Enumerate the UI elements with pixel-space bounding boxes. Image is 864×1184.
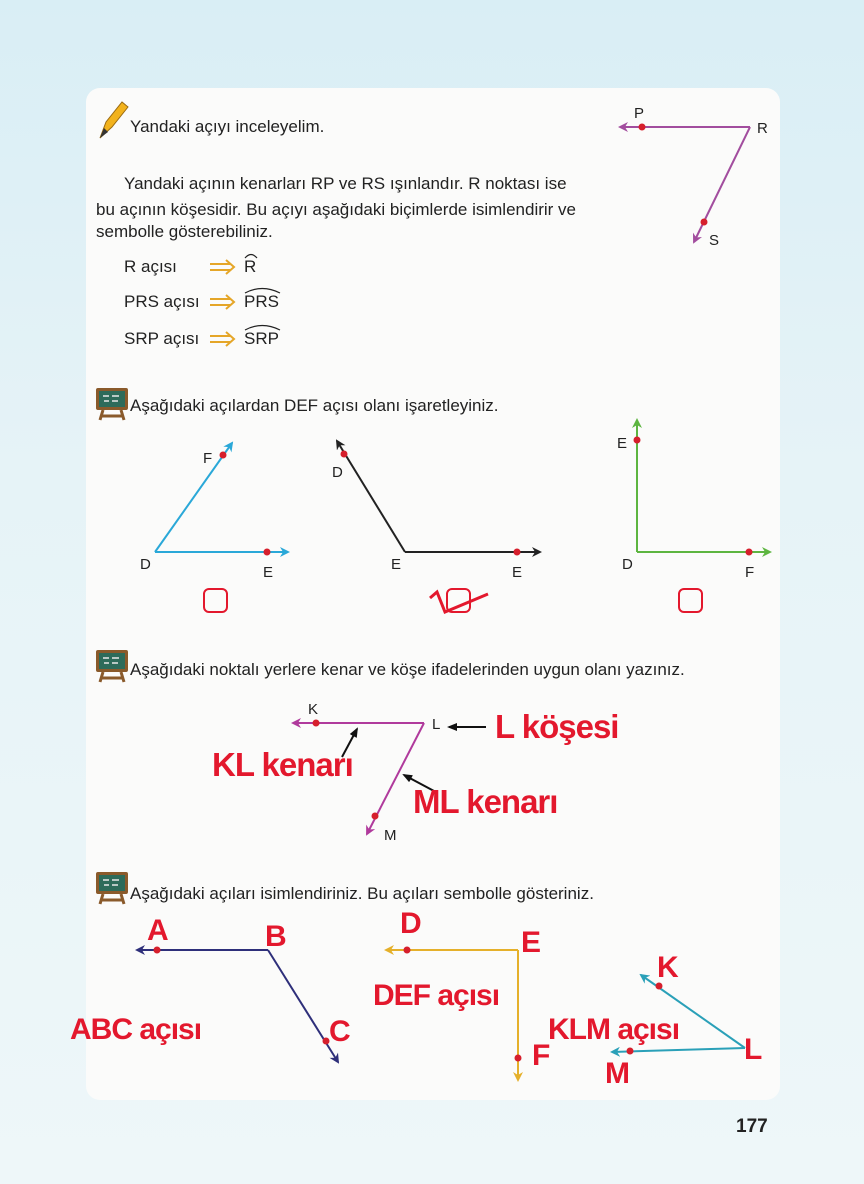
pointer-arrows [342,727,486,791]
angle-symbol: SRP [244,329,279,348]
paragraph-line: Yandaki açının kenarları RP ve RS ışınlandır. R noktası ise [124,174,567,193]
label: E [391,556,402,573]
chalkboard-icon [96,650,128,682]
paragraph-line: bu açının köşesidir. Bu açıyı aşağıdaki biçimlerde isimlendirir ve [96,200,576,219]
label: D [332,464,343,481]
label: E [521,926,541,959]
naming-label: PRS açısı [124,292,200,311]
section2-instruction: Aşağıdaki açılardan DEF açısı olanı işaretleyiniz. [130,396,499,415]
label: C [329,1015,350,1048]
label: L [744,1033,762,1066]
answer: KLM açısı [548,1013,680,1046]
angle-def [373,907,550,1080]
label: K [657,951,678,984]
section4-instruction: Aşağıdaki açıları isimlendiriniz. Bu açıları sembolle gösteriniz. [130,884,594,903]
label: E [263,564,274,581]
option-3-checkbox[interactable] [679,589,702,612]
label: D [140,556,151,573]
angle-symbol: R [244,257,257,276]
label: D [622,556,633,573]
point-s [701,219,708,226]
option-1-checkbox[interactable] [204,589,227,612]
label-m: M [384,827,397,844]
option-3-angle [617,420,770,581]
answer-vertex: L köşesi [495,708,619,745]
label: E [617,435,628,452]
implies-arrow-icon [210,260,234,346]
label: E [512,564,523,581]
answer: DEF açısı [373,979,500,1012]
label: A [147,914,168,947]
chalkboard-icon [96,872,128,904]
point-p [639,124,646,131]
answer: ABC açısı [70,1013,202,1046]
label-r: R [757,120,768,137]
naming-list [124,255,280,349]
naming-label: R açısı [124,257,177,276]
naming-label: SRP açısı [124,329,200,348]
option-1-angle [140,443,288,581]
label: B [265,920,286,953]
chalkboard-icon [96,388,128,420]
page-number: 177 [736,1116,768,1137]
angle-abc [70,914,350,1062]
label-k: K [308,701,319,718]
angle-klm [548,951,762,1090]
label: M [605,1057,629,1090]
label: D [400,907,421,940]
pencil-icon [100,102,128,138]
angle-symbol: PRS [244,292,279,311]
section1-title: Yandaki açıyı inceleyelim. [130,117,325,136]
paragraph-line: sembolle gösterebiliniz. [96,222,273,241]
label-p: P [634,105,645,122]
label: F [745,564,755,581]
answer-ml: ML kenarı [413,783,558,820]
section3-instruction: Aşağıdaki noktalı yerlere kenar ve köşe ifadelerinden uygun olanı yazınız. [130,660,685,679]
option-2-angle [332,441,540,581]
answer-kl: KL kenarı [212,746,353,783]
label-l: L [432,716,441,733]
label: F [203,450,213,467]
angle-prs-diagram [620,127,750,242]
label-s: S [709,232,720,249]
label: F [532,1039,550,1072]
checkmark-icon [430,592,488,612]
